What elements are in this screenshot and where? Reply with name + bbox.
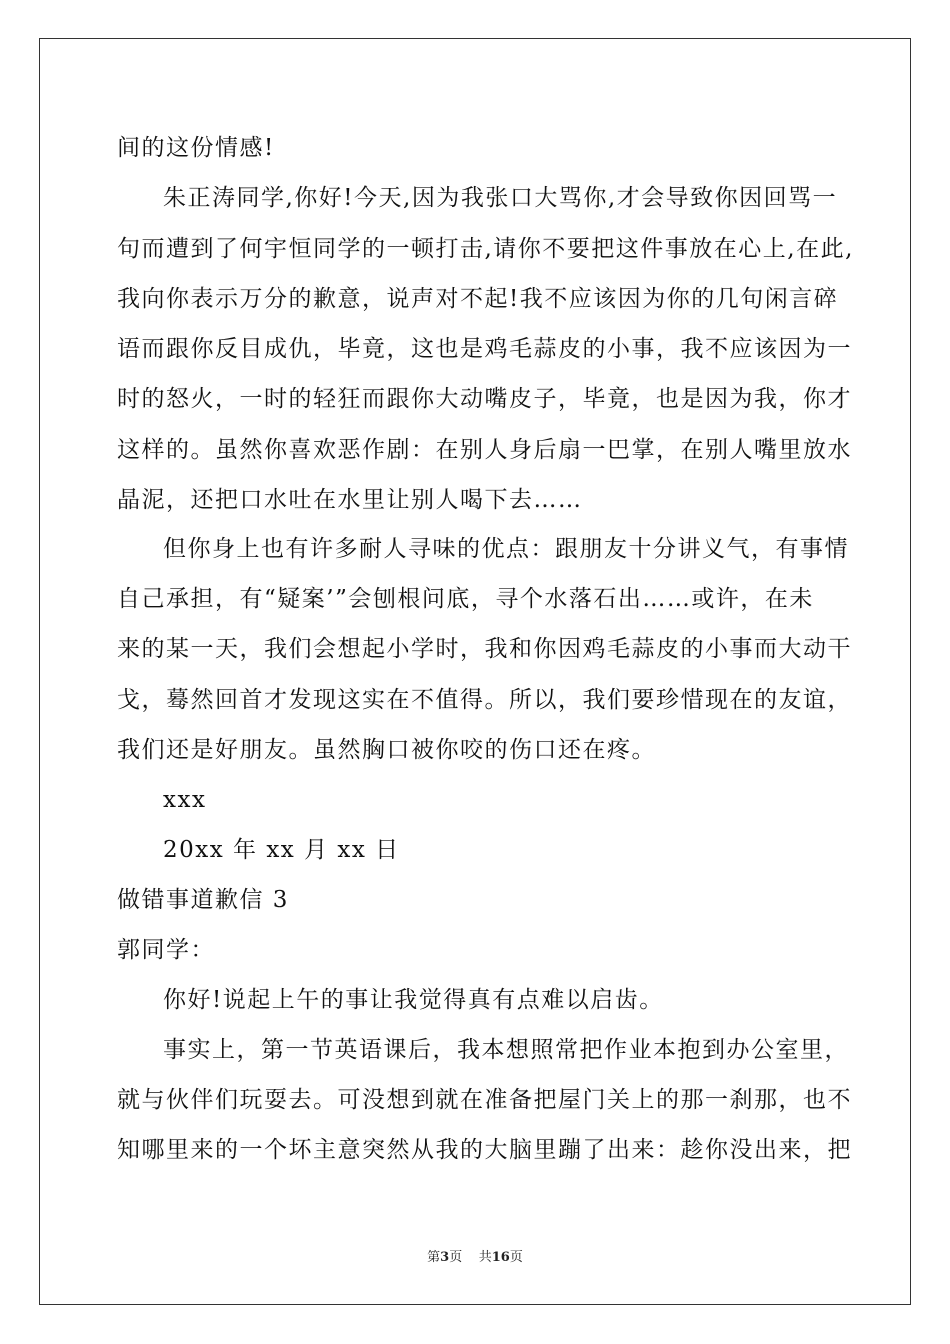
text-line: 我向你表示万分的歉意，说声对不起!我不应该因为你的几句闲言碎 [117, 286, 839, 312]
text-line: 自己承担，有“疑案’”会刨根问底，寻个水落石出……或许，在未 [117, 586, 814, 612]
text-line: 这样的。虽然你喜欢恶作剧：在别人身后扇一巴掌，在别人嘴里放水 [117, 437, 852, 463]
page-suffix: 页 [449, 1250, 463, 1265]
date-line: 20xx 年 xx 月 xx 日 [163, 837, 400, 863]
page-number: 3 [440, 1250, 450, 1265]
text-line: 事实上，第一节英语课后，我本想照常把作业本抱到办公室里， [163, 1037, 849, 1063]
text-line: 但你身上也有许多耐人寻味的优点：跟朋友十分讲义气，有事情 [163, 536, 849, 562]
text-line: 间的这份情感! [117, 135, 275, 161]
text-line: 句而遭到了何宇恒同学的一顿打击,请你不要把这件事放在心上,在此, [117, 236, 854, 262]
page-prefix: 第 [427, 1250, 441, 1265]
text-line: 语而跟你反目成仇，毕竟，这也是鸡毛蒜皮的小事，我不应该因为一 [117, 336, 852, 362]
total-pages: 16 [491, 1250, 510, 1265]
section-title: 做错事道歉信 3 [117, 887, 289, 913]
total-suffix: 页 [509, 1250, 523, 1265]
text-line: 知哪里来的一个坏主意突然从我的大脑里蹦了出来：趁你没出来，把 [117, 1137, 852, 1163]
text-line: 来的某一天，我们会想起小学时，我和你因鸡毛蒜皮的小事而大动干 [117, 636, 852, 662]
text-line: 戈，蓦然回首才发现这实在不值得。所以，我们要珍惜现在的友谊， [117, 687, 852, 713]
text-line: 我们还是好朋友。虽然胸口被你咬的伤口还在疼。 [117, 737, 656, 763]
salutation: 郭同学： [117, 937, 215, 963]
text-line: 晶泥，还把口水吐在水里让别人喝下去…… [117, 487, 583, 513]
page-footer [0, 1246, 950, 1265]
text-line: 朱正涛同学,你好!今天,因为我张口大骂你,才会导致你因回骂一 [163, 185, 838, 211]
text-line: 就与伙伴们玩耍去。可没想到就在准备把屋门关上的那一刹那，也不 [117, 1087, 852, 1113]
signature: xxx [163, 787, 207, 813]
text-line: 时的怒火，一时的轻狂而跟你大动嘴皮子，毕竟，也是因为我，你才 [117, 386, 852, 412]
total-prefix: 共 [478, 1250, 492, 1265]
text-line: 你好!说起上午的事让我觉得真有点难以启齿。 [163, 987, 664, 1013]
